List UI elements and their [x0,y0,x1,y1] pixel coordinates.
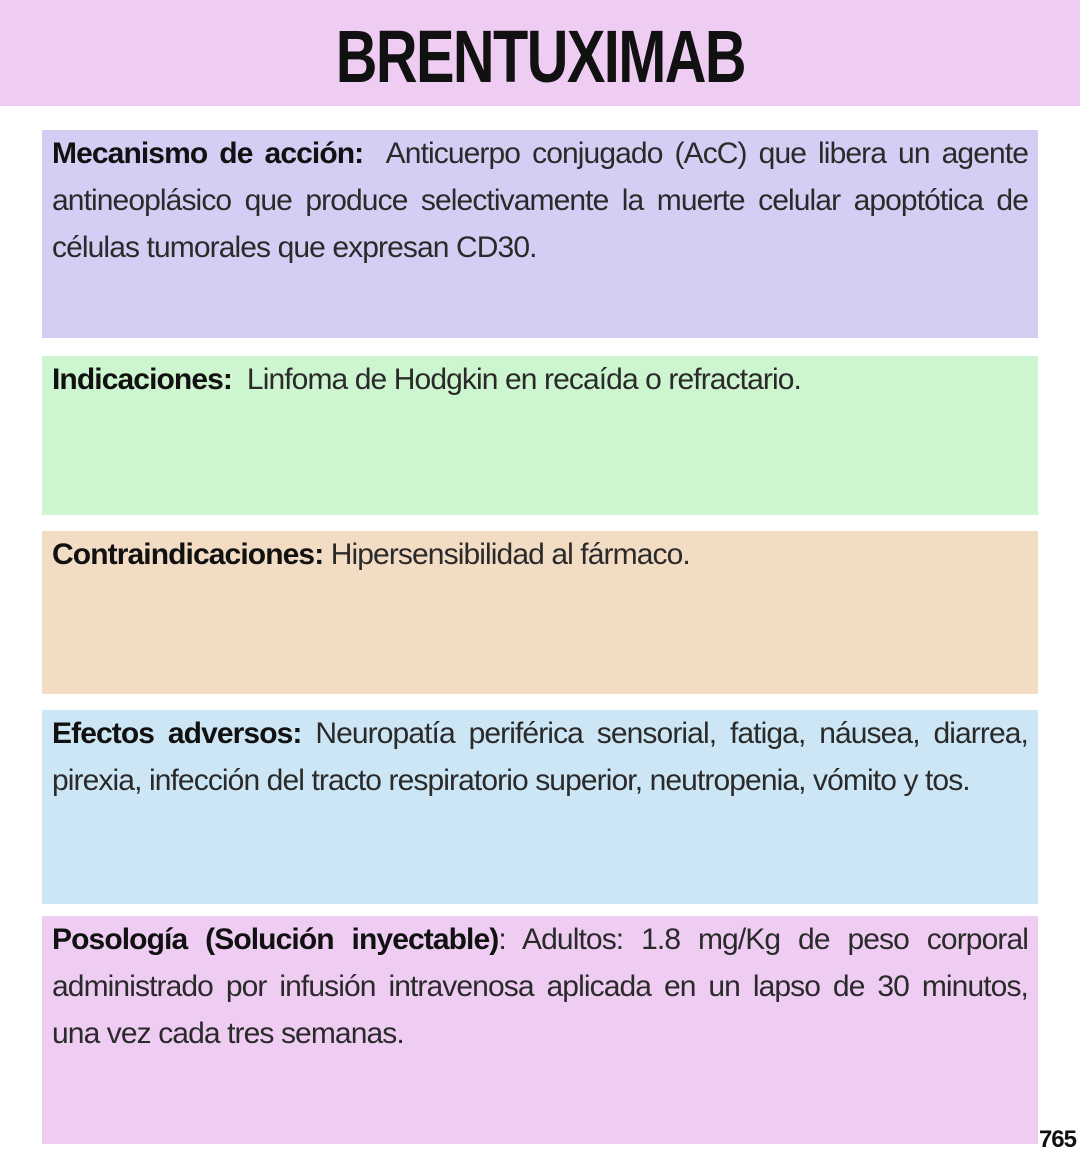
section-label: Mecanismo de acción: [52,137,364,170]
section-text: Neuropatía periférica sensorial, fatiga, náusea, diarrea, pirexia, infección del tracto respiratorio superior, neutropenia, vómito y tos. [52,717,1028,797]
section-text: Hipersensibilidad al fármaco. [330,538,690,571]
section-text: Anticuerpo conjugado (AcC) que libera un agente antineoplásico que produce selectivamente la muerte celular apoptótica de células tumorales que expresan CD30. [52,137,1028,264]
section-adverse-effects [42,710,1038,904]
section-label: Indicaciones: [52,363,233,396]
section-text: Linfoma de Hodgkin en recaída o refractario. [246,363,801,396]
section-text: : Adultos: 1.8 mg/Kg de peso corporal administrado por infusión intravenosa aplicada en un lapso de 30 minutos, una vez cada tres semanas. [52,923,1028,1050]
section-label: Posología (Solución inyectable) [52,923,499,956]
section-label: Contraindicaciones: [52,538,324,571]
section-mechanism [42,130,1038,338]
title-banner [0,0,1080,106]
page-number: 765 [1038,1126,1076,1153]
section-label: Efectos adversos: [52,717,302,750]
section-indications [42,356,1038,515]
section-contraindications [42,531,1038,694]
section-dosage [42,916,1038,1144]
drug-title: BRENTUXIMAB [335,14,745,98]
